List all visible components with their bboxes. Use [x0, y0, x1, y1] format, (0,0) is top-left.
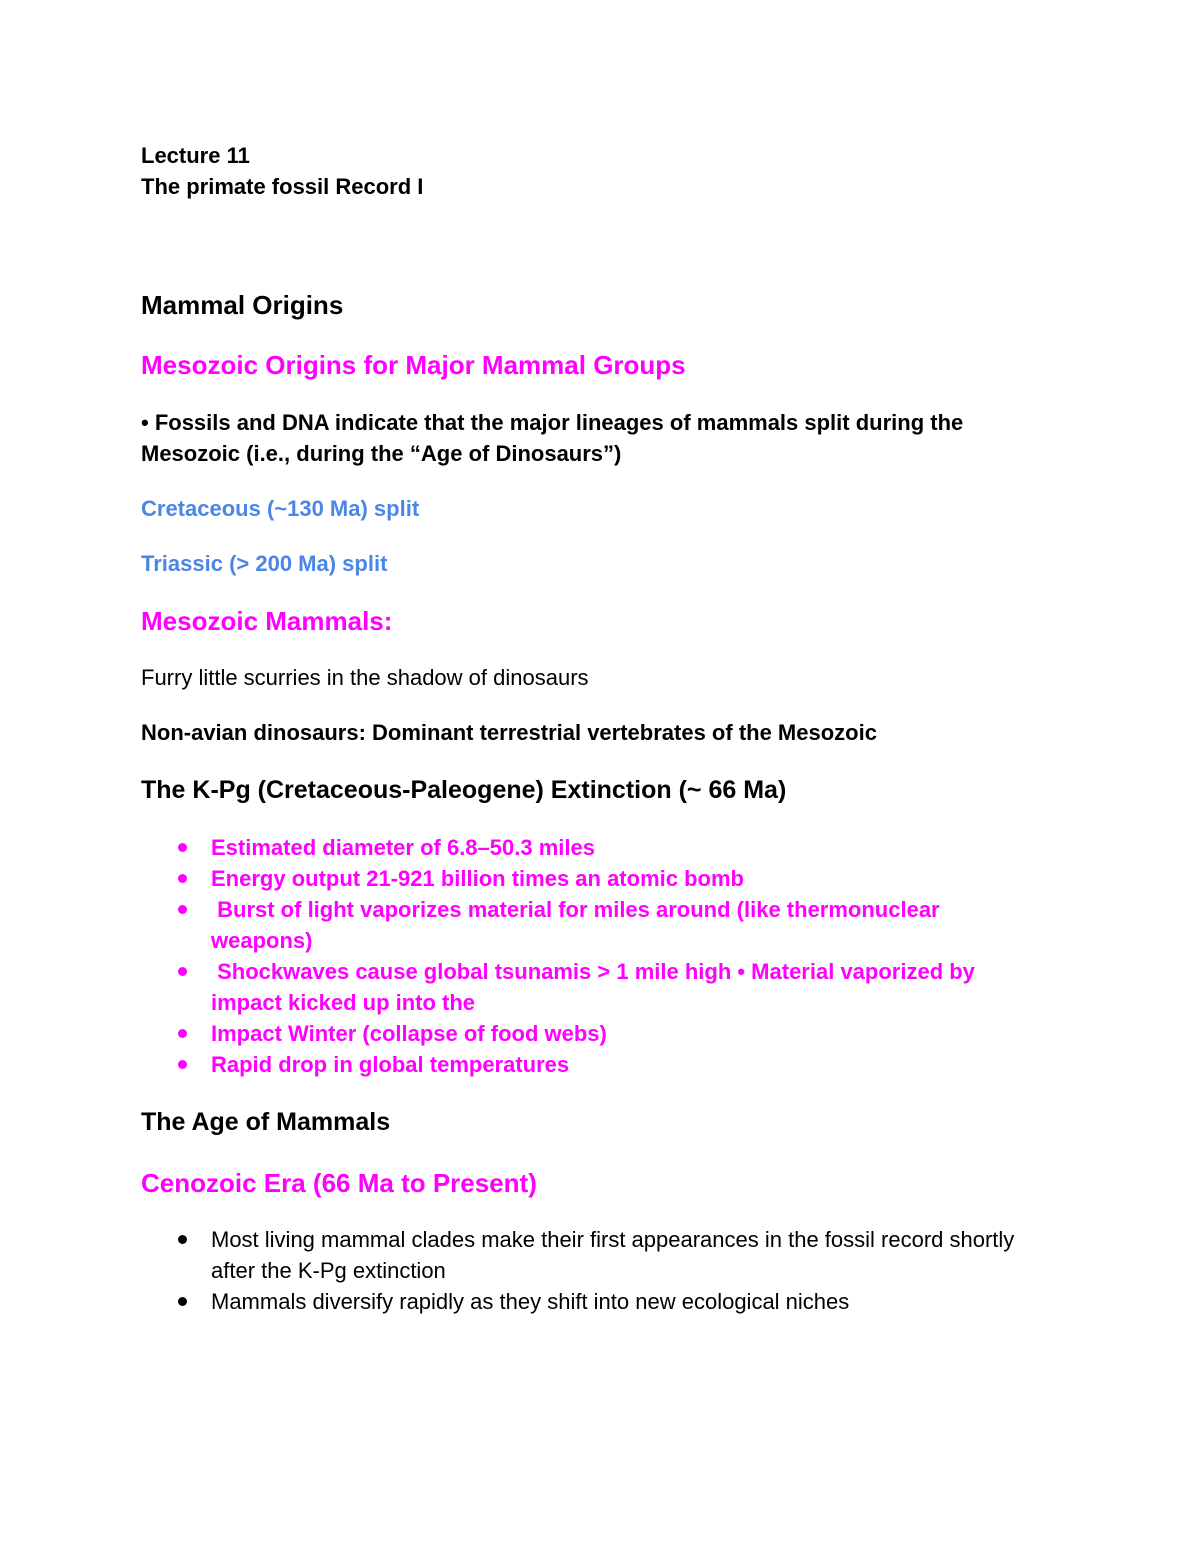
- heading-mesozoic-mammals: Mesozoic Mammals:: [141, 606, 393, 636]
- list-item: Shockwaves cause global tsunamis > 1 mile high • Material vaporized by impact kicked up into the: [141, 956, 1041, 1018]
- list-item: Mammals diversify rapidly as they shift into new ecological niches: [141, 1286, 1041, 1317]
- list-item: Energy output 21-921 billion times an atomic bomb: [141, 863, 1041, 894]
- heading-kpg-extinction: The K-Pg (Cretaceous-Paleogene) Extinction (~ 66 Ma): [141, 776, 787, 804]
- list-item: Most living mammal clades make their first appearances in the fossil record shortly after the K-Pg extinction: [141, 1224, 1041, 1286]
- cretaceous-split: Cretaceous (~130 Ma) split: [141, 496, 420, 521]
- bullet-dot-icon: [178, 1297, 187, 1306]
- list-item: Burst of light vaporizes material for miles around (like thermonuclear weapons): [141, 894, 1041, 956]
- list-item: Estimated diameter of 6.8–50.3 miles: [141, 832, 1041, 863]
- heading-mammal-origins: Mammal Origins: [141, 290, 344, 320]
- heading-age-of-mammals: The Age of Mammals: [141, 1108, 391, 1136]
- kpg-bullet-list: [141, 832, 1041, 1080]
- cenozoic-bullet-list: [141, 1224, 1041, 1317]
- bullet-dot-icon: [178, 1235, 187, 1244]
- list-item: Impact Winter (collapse of food webs): [141, 1018, 1041, 1049]
- bullet-dot-icon: [178, 843, 187, 852]
- subheading-cenozoic-era: Cenozoic Era (66 Ma to Present): [141, 1168, 537, 1198]
- bullet-dot-icon: [178, 1029, 187, 1038]
- paragraph-fossils-dna: • Fossils and DNA indicate that the major lineages of mammals split during the Mesozoic (i.e., during the “Age of Dinosaurs”): [141, 410, 964, 466]
- lecture-title: The primate fossil Record I: [141, 174, 424, 199]
- bullet-dot-icon: [178, 1060, 187, 1069]
- bullet-dot-icon: [178, 905, 187, 914]
- non-avian-dinosaurs-line: Non-avian dinosaurs: Dominant terrestrial vertebrates of the Mesozoic: [141, 720, 877, 745]
- list-item: Rapid drop in global temperatures: [141, 1049, 1041, 1080]
- bullet-dot-icon: [178, 967, 187, 976]
- triassic-split: Triassic (> 200 Ma) split: [141, 551, 388, 576]
- subheading-mesozoic-origins: Mesozoic Origins for Major Mammal Groups: [141, 350, 686, 380]
- bullet-dot-icon: [178, 874, 187, 883]
- furry-scurries-line: Furry little scurries in the shadow of dinosaurs: [141, 665, 589, 690]
- lecture-number: Lecture 11: [141, 143, 250, 168]
